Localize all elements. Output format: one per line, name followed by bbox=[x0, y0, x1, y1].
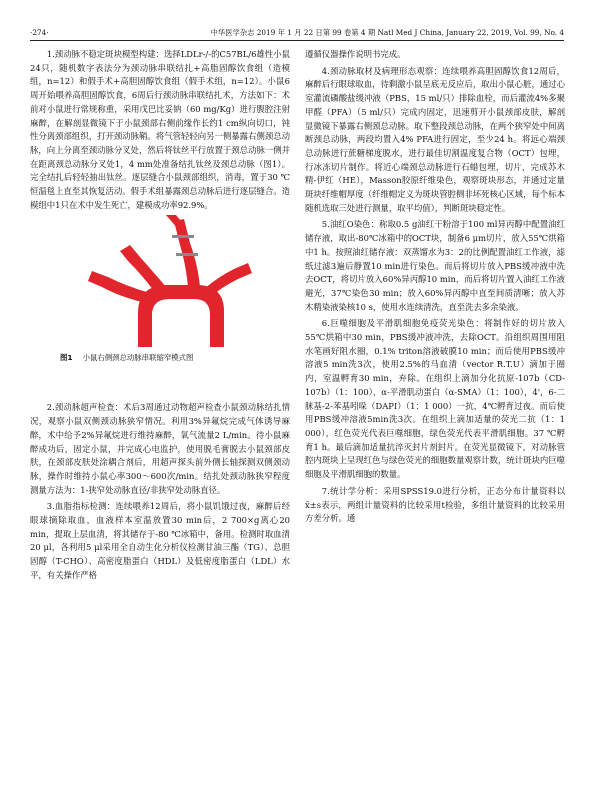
section-1-model-construction: 1.颈动脉不稳定斑块模型构建：选择LDLr-/-的C57BL/6雄性小鼠24只，随机数字表法分为颈动脉串联结扎+高脂固醇饮食组（造模组，n=12）和假手术+高胆固醇饮食组（假手术组，n=12）。小鼠6周开始喂养高胆固醇饮食，6周后行颈动脉串联结扎术，方法如下：术前对小鼠进行常规称重，采用戊巴比妥钠（60 mg/Kg）进行腹腔注射麻醉，在解剖显微镜下于小鼠颈部右侧前缘作长约1 cm纵向切口，钝性分离颈部组织，打开颈动脉鞘。将气管轻轻向另一侧暴露右侧颈总动脉，向上分离至颈动脉分叉处，然后将钛丝平行放置于颈总动脉一侧并在距离颈总动脉分叉处1，4 mm处准备结扎钛丝及颈总动脉（图1）。完全结扎后轻轻抽出钛丝。逐层缝合小鼠颈部组织，消毒，置于30 ℃恒温毯上直至其恢复活动。假手术组暴露颈总动脉后进行逐层缝合。造模组中1只在术中发生死亡，建模成功率92.9%。 bbox=[30, 49, 290, 210]
ligation-suture-2 bbox=[176, 253, 198, 256]
right-subclavian-branch bbox=[204, 263, 252, 297]
section-6-immunofluorescence: 6.巨噬细胞及平滑肌细胞免疫荧光染色：将制作好的切片放入55℃烘箱中30 min，PBS缓冲液冲洗，去除OCT。沿组织周围用阻水笔画好阻水圈，0.1% triton溶液破膜10 min；而后使用PBS缓冲溶液5 min洗3次，使用2.5%的马血清（vector R.T.U）滴加于圈内，室温孵育30 min，弃除。在组织上滴加分化抗原-107b（CD-107b）（1：100），α-平滑肌动蛋白（α-SMA）（1：100），4'，6-二脒基-2-苯基吲哚（DAPI）（1：1 000）一抗，4℃孵育过夜。而后使用PBS缓冲溶液5min洗3次。在组织上滴加适量的荧光二抗（1：1 000），红色荧光代表巨噬细胞，绿色荧光代表平滑肌细胞。37 ℃孵育1 h。最后滴加适量抗淬灭封片剂封片。在荧光显微镜下，对动脉管腔内斑块上呈现红色与绿色荧光的细胞数量观察计数，统计斑块内巨噬细胞及平滑肌细胞的数量。 bbox=[305, 318, 565, 480]
left-subclavian-branch bbox=[88, 271, 150, 303]
figure-1-caption bbox=[60, 351, 260, 364]
figure-1-label: 图1 bbox=[60, 353, 73, 363]
section-4-pathology: 4.颈动脉取材及病理形态观察：连续喂养高胆固醇饮食12周后，麻醉后行眼球取血，待剩激小鼠呈底无反应后，取出小鼠心脏，通过心室灌流磷酸盐缓冲液（PBS，15 ml/只）排除血栓，而后灌流4%多聚甲醛（PFA）（5 ml/只）完成内固定，迅速剪开小鼠颈部皮肤，解剖显微镜下暴露右侧颈总动脉。取下整段颈总动脉，在两个狭窄处中间离断颈总动脉，两段均置入4% PFA进行固定，至少24 h。将远心端颈总动脉进行蔗糖梯度脱水，进行最佳切割温度复合物（OCT）包埋，行冰冻切片制作。将近心端颈总动脉进行石蜡包埋，切片，完成苏木精-伊红（HE），Masson胶原纤维染色，观察斑块形态，并通过定量斑块纤维帽厚度（纤维帽定义为斑块管腔侧非坏死核心区域，每个标本随机选取三处进行测量，取平均值），判断斑块稳定性。 bbox=[305, 65, 565, 213]
ligation-suture-1 bbox=[172, 235, 194, 238]
section-7-statistics: 7.统计学分析：采用SPSS19.0进行分析，正态分布计量资料以x̄±s表示，两组计量资料的比较采用t检验，多组计量资料的比较采用方差分析。通 bbox=[305, 485, 565, 524]
journal-running-title: 中华医学杂志 2019 年 1 月 22 日第 99 卷第 4 期 Natl Med J China, January 22, 2019, Vol. 99, No. 4 bbox=[210, 28, 564, 37]
left-carotid-branch bbox=[120, 245, 166, 291]
section-2-ultrasound: 2.颈动脉超声检查：术后3周通过动物超声检查小鼠颈动脉结扎情况，观察小鼠双侧颈动脉狭窄情况。利用3%异氟烷完成气体诱导麻醉，术中给予2%异氟烷进行维持麻醉，氧气流量2 L/min。待小鼠麻醉成功后，固定小鼠，并完成心电监护，使用脱毛膏脱去小鼠颈部皮肤，在颈部皮肤处涂耦合剂后，用超声探头前外侧长轴探测双侧颈动脉，操作时维持小鼠心率300～600次/min。结扎处颈动脉狭窄程度测量方法为：1-狭窄处动脉直径/非狭窄处动脉直径。 bbox=[30, 402, 290, 495]
running-header bbox=[30, 26, 564, 41]
page-number: ·274· bbox=[30, 28, 49, 37]
figure-1-caption-text: 小鼠右侧颈总动脉串联缩窄模式图 bbox=[82, 353, 194, 363]
section-3-continued: 遵循仪器操作说明书完成。 bbox=[305, 49, 406, 59]
section-5-oil-red-o: 5.油红O染色：称取0.5 g油红干粉溶于100 ml异丙醇中配置油红储存液，取出-80℃冰箱中的OCT块，制备6 μm切片，放入55℃烘箱中1 h。按照油红储存液：双蒸馏水为3：2的比例配置油红工作液，滤纸过滤3遍后静置10 min进行染色。而后将切片放入PBS缓冲液中洗去OCT，将切片放入60%异丙醇10 min，而后将切片置入油红工作液避光，37℃染色30 min；放入60%异丙醇中直至间质清晰；放入苏木精染液染核10 s，使用水连续清洗，直至洗去多余染液。 bbox=[305, 219, 565, 312]
left-column bbox=[30, 48, 290, 586]
figure-1 bbox=[30, 215, 290, 393]
carotid-ligation-illustration bbox=[68, 215, 258, 347]
section-3-lipid-tests: 3.血脂指标检测：连续喂养12周后，将小鼠饥饿过夜，麻醉后经眼球摘除取血，血液样本室温放置30 min后，2 700×g离心20 min，提取上层血清，将其储存于-80 ℃冰箱中，备用。检测时取血清20 μl，各利用5 μl采用全自动生化分析仪检测甘油三酯（TG）、总胆固醇（T-CHO）、高密度脂蛋白（HDL）及低密度脂蛋白（LDL）水平，有关操作严格 bbox=[30, 501, 290, 580]
right-column bbox=[305, 48, 565, 529]
